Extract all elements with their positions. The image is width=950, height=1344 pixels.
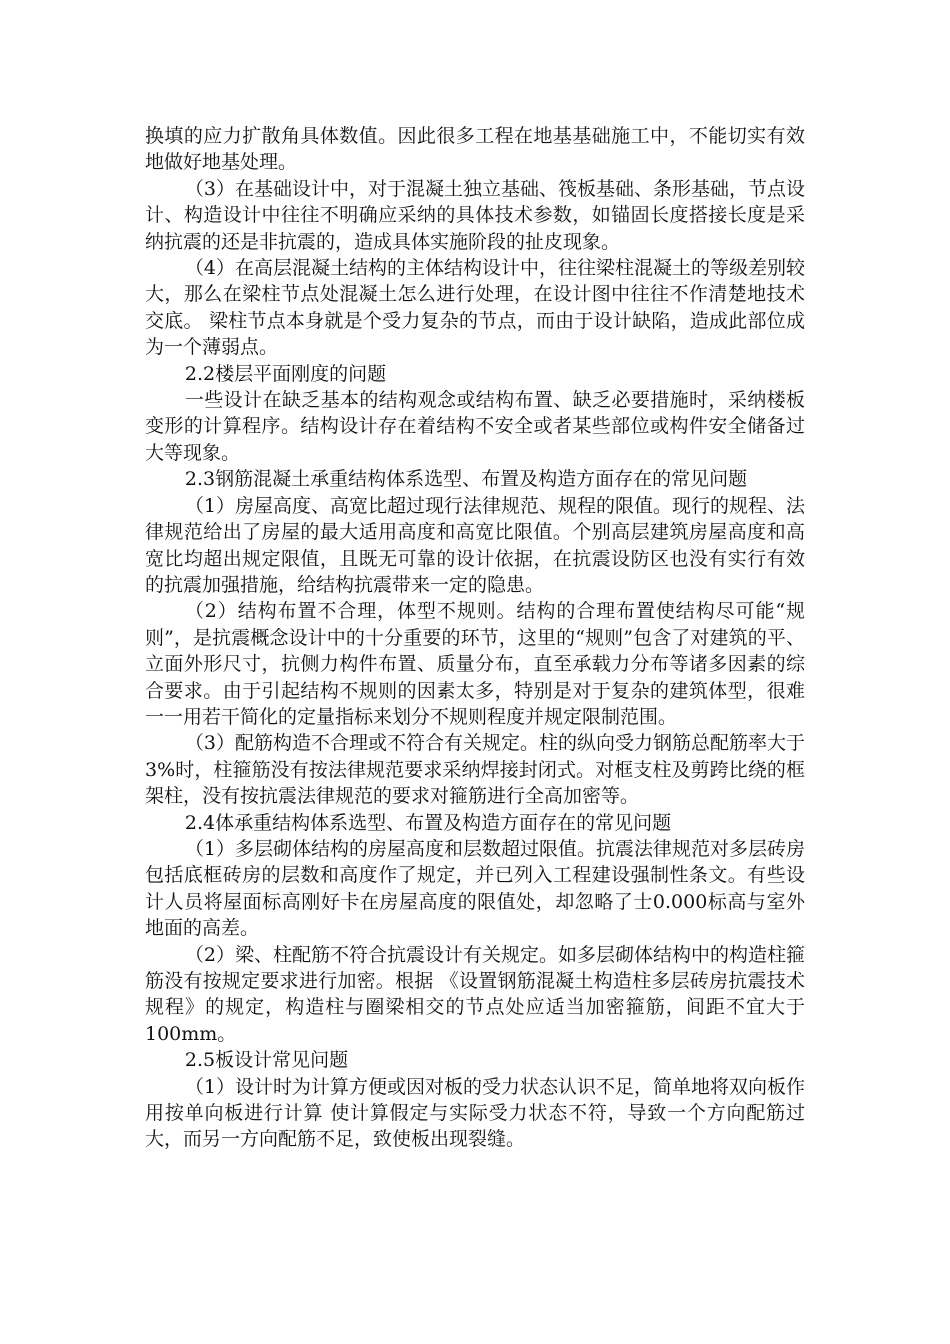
- paragraph-building-height: （1）房屋高度、高宽比超过现行法律规范、规程的限值。现行的规程、法律规范给出了房屋的最大适用高度和高宽比限值。个别高层建筑房屋高度和高宽比均超出规定限值，且既无可靠的设计依据，在抗震设防区也没有实行有效的抗震加强措施，给结构抗震带来一定的隐患。: [145, 494, 805, 596]
- document-body: [145, 123, 805, 1153]
- paragraph-continuation: 换填的应力扩散角具体数值。因此很多工程在地基基础施工中，不能切实有效地做好地基处理。: [145, 125, 805, 174]
- paragraph-beam-column-joint: （4）在高层混凝土结构的主体结构设计中，往往梁柱混凝土的等级差别较大，那么在梁柱节点处混凝土怎么进行处理，在设计图中往往不作清楚地技术交底。 梁柱节点本身就是个受力复杂的节点，而由于设计缺陷，造成此部位成为一个薄弱点。: [145, 257, 805, 359]
- paragraph-reinforcement-detail: （3）配筋构造不合理或不符合有关规定。柱的纵向受力钢筋总配筋率大于3%时，柱箍筋没有按法律规范要求采纳焊接封闭式。对框支柱及剪跨比绕的框架柱，没有按抗震法律规范的要求对箍筋进行全高加密等。: [145, 732, 805, 808]
- section-heading-2-2: 2.2楼层平面刚度的问题: [184, 362, 387, 385]
- section-heading-2-5: 2.5板设计常见问题: [184, 1049, 349, 1072]
- section-heading-2-3: 2.3钢筋混凝土承重结构体系选型、布置及构造方面存在的常见问题: [184, 468, 748, 491]
- paragraph-structural-layout: （2）结构布置不合理，体型不规则。结构的合理布置使结构尽可能“规则”，是抗震概念设计中的十分重要的环节，这里的“规则”包含了对建筑的平、立面外形尺寸，抗侧力构件布置、质量分布，直至承载力分布等诸多因素的综合要求。由于引起结构不规则的因素太多，特别是对于复杂的建筑体型，很难一一用若干简化的定量指标来划分不规则程度并规定限制范围。: [145, 600, 805, 728]
- paragraph-foundation-design: （3）在基础设计中，对于混凝土独立基础、筏板基础、条形基础，节点设计、构造设计中往往不明确应采纳的具体技术参数，如锚固长度搭接长度是采纳抗震的还是非抗震的，造成具体实施阶段的扯皮现象。: [145, 177, 805, 253]
- paragraph-floor-stiffness: 一些设计在缺乏基本的结构观念或结构布置、缺乏必要措施时，采纳楼板变形的计算程序。结构设计存在着结构不安全或者某些部位或构件安全储备过大等现象。: [145, 389, 805, 464]
- paragraph-beam-column-rebar: （2）梁、柱配筋不符合抗震设计有关规定。如多层砌体结构中的构造柱箍筋没有按规定要求进行加密。根据 《设置钢筋混凝土构造柱多层砖房抗震技术规程》的规定，构造柱与圈梁相交的节点处应适当加密箍筋，间距不宜大于100mm。: [145, 943, 805, 1045]
- paragraph-slab-design: （1）设计时为计算方便或因对板的受力状态认识不足，简单地将双向板作用按单向板进行计算 使计算假定与实际受力状态不符，导致一个方向配筋过大，而另一方向配筋不足，致使板出现裂缝。: [145, 1075, 805, 1151]
- paragraph-masonry-height: （1）多层砌体结构的房屋高度和层数超过限值。抗震法律规范对多层砖房包括底框砖房的层数和高度作了规定，并已列入工程建设强制性条文。有些设计人员将屋面标高刚好卡在房屋高度的限值处，却忽略了士0.000标高与室外地面的高差。: [145, 837, 805, 940]
- section-heading-2-4: 2.4体承重结构体系选型、布置及构造方面存在的常见问题: [184, 811, 672, 834]
